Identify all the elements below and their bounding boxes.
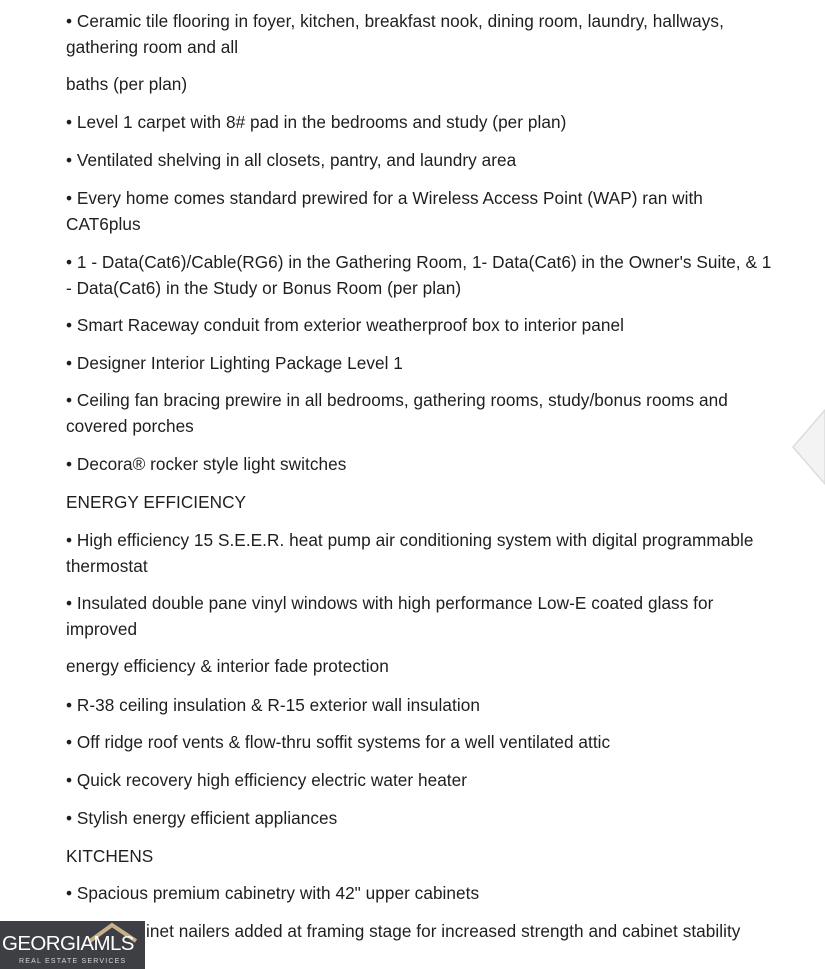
list-item: • Ceiling fan bracing prewire in all bedrooms, gathering rooms, study/bonus rooms and covered porches xyxy=(66,390,728,436)
list-item: • Level 1 carpet with 8# pad in the bedrooms and study (per plan) xyxy=(66,112,567,132)
list-item: • Insulated double pane vinyl windows with high performance Low-E coated glass for improved xyxy=(66,593,714,639)
list-item: • Quick recovery high efficiency electric water heater xyxy=(66,770,468,790)
list-item: inet nailers added at framing stage for increased strength and cabinet stability xyxy=(146,921,741,941)
list-item: • Spacious premium cabinetry with 42" upper cabinets xyxy=(66,883,480,903)
list-item: energy efficiency & interior fade protection xyxy=(66,656,389,676)
list-item: • Every home comes standard prewired for a Wireless Access Point (WAP) ran with CAT6plus xyxy=(66,188,703,234)
watermark-tagline: REAL ESTATE SERVICES xyxy=(19,958,127,965)
chevron-left-icon[interactable] xyxy=(791,408,825,486)
list-item: • Designer Interior Lighting Package Level 1 xyxy=(66,353,403,373)
list-item: • Off ridge roof vents & flow-thru soffit systems for a well ventilated attic xyxy=(66,732,611,752)
watermark-logo xyxy=(0,921,145,969)
section-heading: KITCHENS xyxy=(66,846,154,866)
list-item: • High efficiency 15 S.E.E.R. heat pump air conditioning system with digital programmable thermostat xyxy=(66,530,754,576)
watermark-brand: GEORGIAMLS xyxy=(2,932,134,955)
list-item: • R-38 ceiling insulation & R-15 exterior wall insulation xyxy=(66,695,480,715)
list-item: • 1 - Data(Cat6)/Cable(RG6) in the Gathering Room, 1- Data(Cat6) in the Owner's Suite, & 1 - Data(Cat6) in the Study or Bonus Room (per plan) xyxy=(66,252,772,298)
list-item: • Smart Raceway conduit from exterior weatherproof box to interior panel xyxy=(66,315,624,335)
list-item: • Stylish energy efficient appliances xyxy=(66,808,338,828)
list-item: • Ventilated shelving in all closets, pantry, and laundry area xyxy=(66,150,517,170)
list-item: • Ceramic tile flooring in foyer, kitchen, breakfast nook, dining room, laundry, hallways, gathering room and all xyxy=(66,11,724,57)
list-item: baths (per plan) xyxy=(66,74,188,94)
section-heading: ENERGY EFFICIENCY xyxy=(66,492,247,512)
list-item: • Decora® rocker style light switches xyxy=(66,454,347,474)
